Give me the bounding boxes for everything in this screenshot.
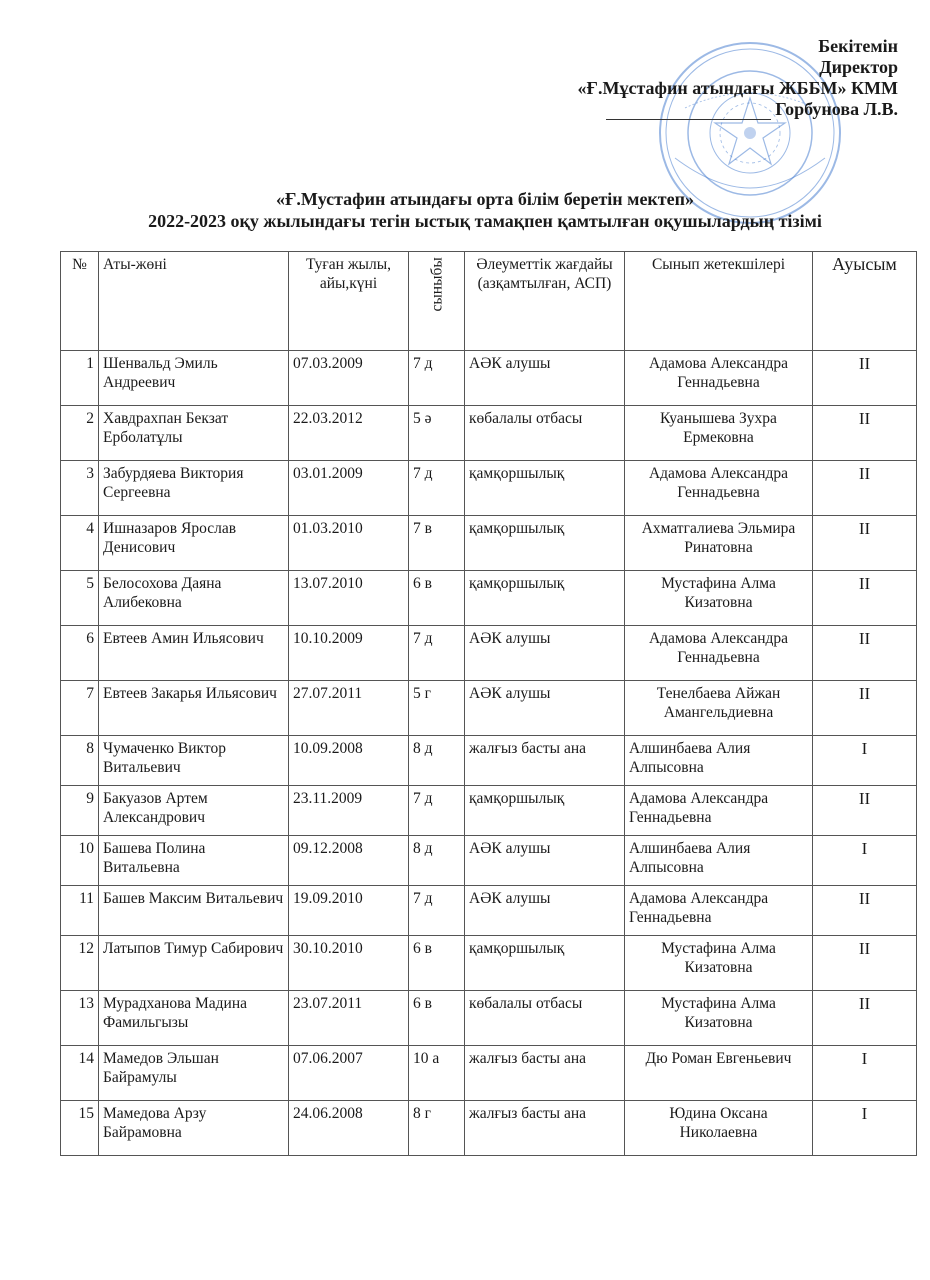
header-name: Аты-жөні (99, 252, 289, 351)
approval-organization: «Ғ.Мұстафин атындағы ЖББМ» КММ (577, 78, 898, 98)
title-school: «Ғ.Мустафин атындағы орта білім беретін мектеп» (275, 189, 695, 209)
class-teacher: Адамова Александра Геннадьевна (625, 786, 813, 836)
social-status: АӘК алушы (465, 626, 625, 681)
birth-date: 13.07.2010 (289, 571, 409, 626)
table-row (61, 836, 917, 886)
row-number: 6 (61, 626, 99, 681)
class-name: 8 д (409, 736, 465, 786)
class-teacher: Алшинбаева Алия Алпысовна (625, 836, 813, 886)
class-name: 7 д (409, 351, 465, 406)
student-name: Белосохова Даяна Алибековна (99, 571, 289, 626)
social-status: қамқоршылық (465, 461, 625, 516)
header-birth: Туған жылы, айы,күні (289, 252, 409, 351)
class-teacher: Алшинбаева Алия Алпысовна (625, 736, 813, 786)
class-name: 7 в (409, 516, 465, 571)
shift: II (813, 516, 917, 571)
row-number: 4 (61, 516, 99, 571)
header-no: № (61, 252, 99, 351)
row-number: 1 (61, 351, 99, 406)
class-teacher: Мустафина Алма Кизатовна (625, 571, 813, 626)
class-teacher: Тенелбаева Айжан Амангельдиевна (625, 681, 813, 736)
student-name: Мамедова Арзу Байрамовна (99, 1101, 289, 1156)
row-number: 3 (61, 461, 99, 516)
birth-date: 27.07.2011 (289, 681, 409, 736)
class-teacher: Адамова Александра Геннадьевна (625, 461, 813, 516)
class-teacher: Ахматгалиева Эльмира Ринатовна (625, 516, 813, 571)
shift: II (813, 991, 917, 1046)
student-name: Латыпов Тимур Сабирович (99, 936, 289, 991)
social-status: АӘК алушы (465, 886, 625, 936)
class-name: 7 д (409, 786, 465, 836)
birth-date: 07.06.2007 (289, 1046, 409, 1101)
row-number: 14 (61, 1046, 99, 1101)
approval-block (578, 36, 898, 120)
birth-date: 10.09.2008 (289, 736, 409, 786)
student-name: Башев Максим Витальевич (99, 886, 289, 936)
row-number: 7 (61, 681, 99, 736)
class-name: 7 д (409, 626, 465, 681)
document-title (60, 188, 910, 232)
social-status: қамқоршылық (465, 936, 625, 991)
header-class-label: сыныбы (428, 256, 445, 311)
class-name: 8 г (409, 1101, 465, 1156)
birth-date: 19.09.2010 (289, 886, 409, 936)
birth-date: 01.03.2010 (289, 516, 409, 571)
shift: II (813, 936, 917, 991)
student-name: Евтеев Закарья Ильясович (99, 681, 289, 736)
table-row (61, 991, 917, 1046)
class-teacher: Мустафина Алма Кизатовна (625, 991, 813, 1046)
student-name: Башева Полина Витальевна (99, 836, 289, 886)
table-row (61, 351, 917, 406)
class-name: 5 г (409, 681, 465, 736)
header-class (409, 252, 465, 351)
student-name: Евтеев Амин Ильясович (99, 626, 289, 681)
row-number: 15 (61, 1101, 99, 1156)
birth-date: 30.10.2010 (289, 936, 409, 991)
social-status: қамқоршылық (465, 571, 625, 626)
row-number: 12 (61, 936, 99, 991)
shift: II (813, 461, 917, 516)
approval-director-name: Горбунова Л.В. (775, 99, 898, 119)
row-number: 13 (61, 991, 99, 1046)
social-status: АӘК алушы (465, 681, 625, 736)
table-row (61, 936, 917, 991)
shift: II (813, 351, 917, 406)
social-status: көбалалы отбасы (465, 991, 625, 1046)
table-row (61, 516, 917, 571)
table-header-row (61, 252, 917, 351)
shift: II (813, 571, 917, 626)
table-row (61, 571, 917, 626)
student-name: Мурадханова Мадина Фамильгызы (99, 991, 289, 1046)
row-number: 10 (61, 836, 99, 886)
table-row (61, 886, 917, 936)
table-row (61, 786, 917, 836)
header-teacher: Сынып жетекшілері (625, 252, 813, 351)
birth-date: 24.06.2008 (289, 1101, 409, 1156)
class-teacher: Адамова Александра Геннадьевна (625, 351, 813, 406)
social-status: жалғыз басты ана (465, 1046, 625, 1101)
students-table (60, 251, 917, 1156)
class-teacher: Куанышева Зухра Ермековна (625, 406, 813, 461)
class-name: 6 в (409, 571, 465, 626)
shift: II (813, 886, 917, 936)
social-status: көбалалы отбасы (465, 406, 625, 461)
shift: II (813, 626, 917, 681)
class-name: 10 а (409, 1046, 465, 1101)
shift: II (813, 406, 917, 461)
row-number: 11 (61, 886, 99, 936)
shift: II (813, 786, 917, 836)
table-row (61, 461, 917, 516)
birth-date: 23.11.2009 (289, 786, 409, 836)
student-name: Хавдрахпан Бекзат Ерболатұлы (99, 406, 289, 461)
shift: I (813, 1101, 917, 1156)
row-number: 2 (61, 406, 99, 461)
class-name: 7 д (409, 461, 465, 516)
table-row (61, 736, 917, 786)
birth-date: 23.07.2011 (289, 991, 409, 1046)
birth-date: 22.03.2012 (289, 406, 409, 461)
header-shift: Ауысым (813, 252, 917, 351)
birth-date: 07.03.2009 (289, 351, 409, 406)
class-name: 6 в (409, 991, 465, 1046)
student-name: Бакуазов Артем Александрович (99, 786, 289, 836)
student-name: Забурдяева Виктория Сергеевна (99, 461, 289, 516)
birth-date: 03.01.2009 (289, 461, 409, 516)
class-teacher: Юдина Оксана Николаевна (625, 1101, 813, 1156)
class-teacher: Мустафина Алма Кизатовна (625, 936, 813, 991)
shift: I (813, 836, 917, 886)
social-status: қамқоршылық (465, 786, 625, 836)
student-name: Шенвальд Эмиль Андреевич (99, 351, 289, 406)
class-name: 7 д (409, 886, 465, 936)
student-name: Чумаченко Виктор Витальевич (99, 736, 289, 786)
class-name: 5 ә (409, 406, 465, 461)
student-name: Мамедов Эльшан Байрамулы (99, 1046, 289, 1101)
approval-signature (578, 99, 898, 120)
social-status: АӘК алушы (465, 836, 625, 886)
shift: I (813, 1046, 917, 1101)
social-status: жалғыз басты ана (465, 1101, 625, 1156)
signature-line (606, 105, 771, 120)
shift: II (813, 681, 917, 736)
student-name: Ишназаров Ярослав Денисович (99, 516, 289, 571)
class-teacher: Дю Роман Евгеньевич (625, 1046, 813, 1101)
table-row (61, 681, 917, 736)
class-name: 6 в (409, 936, 465, 991)
approval-director: Директор (819, 57, 898, 77)
social-status: жалғыз басты ана (465, 736, 625, 786)
approval-approve: Бекітемін (818, 36, 898, 56)
birth-date: 10.10.2009 (289, 626, 409, 681)
class-name: 8 д (409, 836, 465, 886)
table-row (61, 626, 917, 681)
social-status: АӘК алушы (465, 351, 625, 406)
row-number: 5 (61, 571, 99, 626)
birth-date: 09.12.2008 (289, 836, 409, 886)
table-row (61, 1101, 917, 1156)
table-row (61, 1046, 917, 1101)
class-teacher: Адамова Александра Геннадьевна (625, 626, 813, 681)
title-list: 2022-2023 оқу жылындағы тегін ыстық тамақпен қамтылған оқушылардың тізімі (148, 211, 822, 231)
class-teacher: Адамова Александра Геннадьевна (625, 886, 813, 936)
row-number: 8 (61, 736, 99, 786)
shift: I (813, 736, 917, 786)
header-social: Әлеуметтік жағдайы (азқамтылған, АСП) (465, 252, 625, 351)
row-number: 9 (61, 786, 99, 836)
social-status: қамқоршылық (465, 516, 625, 571)
table-row (61, 406, 917, 461)
